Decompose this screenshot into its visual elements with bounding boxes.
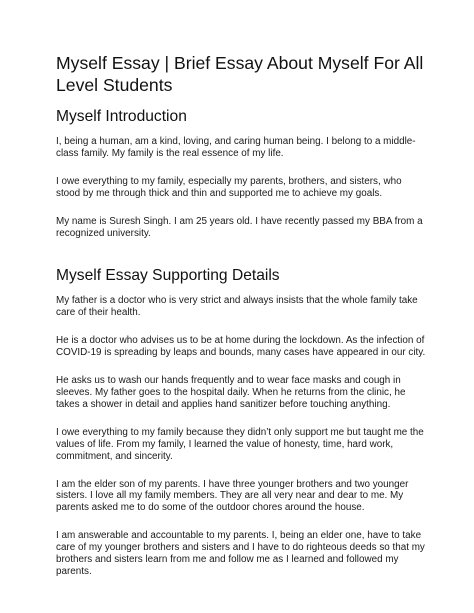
- page-title: Myself Essay | Brief Essay About Myself For All Level Students: [56, 53, 424, 95]
- details-paragraph-3: He asks us to wash our hands frequently and to wear face masks and cough in sleeves. My father goes to the hospital daily. When he returns from the clinic, he takes a shower in detail and applies hand sanitizer before touching anything.: [56, 375, 406, 410]
- details-paragraph-6: I am answerable and accountable to my parents. I, being an elder one, have to take care of my younger brothers and sisters and I have to do righteous deeds so that my brothers and sisters learn from me and follow me as I learned and followed my parents.: [56, 530, 425, 577]
- section-heading-supporting-details: Myself Essay Supporting Details: [56, 267, 280, 285]
- intro-paragraph-1: I, being a human, am a kind, loving, and caring human being. I belong to a middle-class family. My family is the real essence of my life.: [56, 136, 416, 159]
- details-paragraph-5: I am the elder son of my parents. I have three younger brothers and two younger sisters. I love all my family members. They are all very near and dear to me. My parents asked me to do some of the outdoor chores around the house.: [56, 478, 409, 514]
- document-page: [56, 52, 426, 578]
- details-paragraph-2: He is a doctor who advises us to be at home during the lockdown. As the infection of COVID-19 is spreading by leaps and bounds, many cases have appeared in our city.: [56, 335, 426, 359]
- section-heading-introduction: Myself Introduction: [56, 108, 187, 125]
- details-paragraph-4: I owe everything to my family because they didn’t only support me but taught me the values of life. From my family, I learned the value of honesty, time, hard work, commitment, and sincerity.: [56, 426, 424, 462]
- intro-paragraph-3: My name is Suresh Singh. I am 25 years old. I have recently passed my BBA from a recognized university.: [56, 215, 423, 239]
- details-paragraph-1: My father is a doctor who is very strict and always insists that the whole family take care of their health.: [56, 295, 418, 319]
- intro-paragraph-2: I owe everything to my family, especially my parents, brothers, and sisters, who stood by me through thick and thin and supported me to achieve my goals.: [56, 175, 402, 199]
